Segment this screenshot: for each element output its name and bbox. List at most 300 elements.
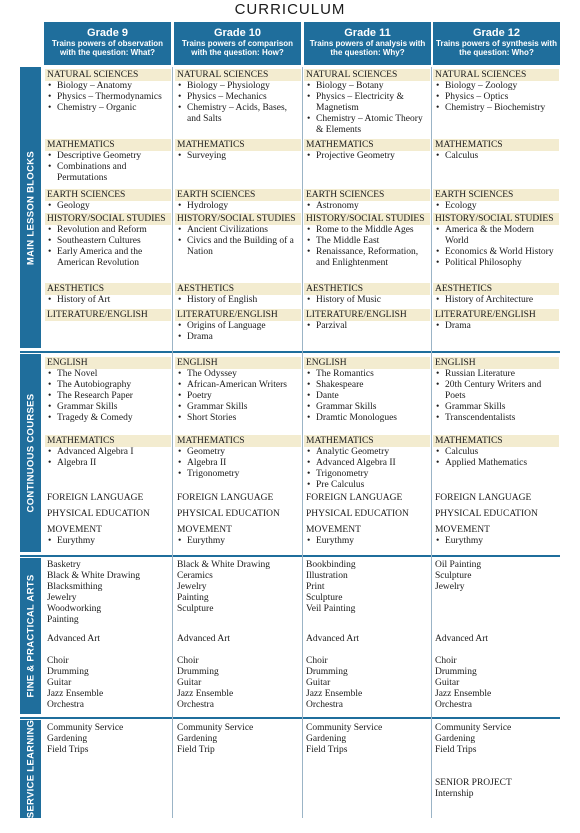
topic-item: • Chemistry – Atomic Theory & Elements [307,114,430,136]
subject-block [433,525,559,547]
subject-heading: EARTH SCIENCES [433,189,559,201]
music-item: Jazz Ensemble [47,689,104,699]
subject-heading: FOREIGN LANGUAGE [47,493,144,503]
topic-list [45,81,171,114]
craft-item: Painting [47,615,79,625]
craft-item: Ceramics [177,571,213,581]
subject-block [433,139,559,189]
subject-block [304,525,430,547]
topic-item: • Civics and the Building of a Nation [178,236,301,258]
topic-item: • History of Art [48,295,171,306]
topic-item: • The Romantics [307,369,430,380]
subject-block [175,525,301,547]
subject-heading: ENGLISH [304,357,430,369]
arts-cell [175,560,301,711]
service-item: Gardening [435,734,476,744]
subject-block [433,69,559,139]
subject-heading: MATHEMATICS [433,139,559,151]
advanced-art: Advanced Art [177,634,231,644]
craft-item: Blacksmithing [47,582,103,592]
craft-item: Print [306,582,325,592]
continuous-course-cell [175,357,301,547]
subject-block [304,139,430,189]
grade-description: Trains powers of comparison with the question: How? [181,39,294,57]
subject-heading: MOVEMENT [435,525,490,535]
topic-item: • Calculus [436,151,559,162]
subject-block [45,213,171,283]
subject-heading: MATHEMATICS [175,139,301,151]
topic-item: • Ancient Civilizations [178,225,301,236]
arts-cell [45,560,171,711]
topic-list [175,321,301,343]
topic-item: • Origins of Language [178,321,301,332]
section-divider [20,351,560,353]
topic-list [433,369,559,424]
subject-heading: FOREIGN LANGUAGE [435,493,532,503]
advanced-art: Advanced Art [306,634,360,644]
music-item: Guitar [306,678,331,688]
service-item: Field Trips [306,745,348,755]
topic-list [175,369,301,424]
music-item: Drumming [435,667,477,677]
topic-item: • Trigonometry [178,469,301,480]
subject-block [175,283,301,309]
subject-block [175,435,301,493]
topic-item: • Physics – Thermodynamics [48,92,171,103]
topic-list [175,151,301,162]
subject-heading: NATURAL SCIENCES [304,69,430,81]
grade-name: Grade 10 [213,27,262,39]
topic-item: • History of Music [307,295,430,306]
topic-item: • The Middle East [307,236,430,247]
topic-item: • Advanced Algebra II [307,458,430,469]
service-learning-cell [304,723,430,756]
subject-heading: PHYSICAL EDUCATION [306,509,409,519]
craft-item: Jewelry [177,582,207,592]
topic-item: • Calculus [436,447,559,458]
topic-item: • Russian Literature [436,369,559,380]
topic-item: • Tragedy & Comedy [48,413,171,424]
topic-list [433,225,559,269]
topic-list [175,225,301,258]
section-service-learning [20,720,41,818]
topic-list [433,151,559,162]
subject-block [304,357,430,435]
subject-block [304,435,430,493]
topic-list [45,447,171,469]
topic-item: • Combinations and Permutations [48,162,171,184]
subject-heading: MATHEMATICS [45,435,171,447]
music-item: Drumming [177,667,219,677]
topic-item: • Astronomy [307,201,430,212]
craft-item: Jewelry [47,593,77,603]
music-item: Orchestra [306,700,343,710]
subject-block [175,189,301,213]
topic-item: • Economics & World History [436,247,559,258]
grade-description: Trains powers of observation with the question: What? [51,39,164,57]
main-lesson-cell [304,69,430,332]
topic-list [175,536,301,547]
service-item: Gardening [306,734,347,744]
subject-block [175,213,301,283]
continuous-course-cell [45,357,171,547]
topic-list [433,81,559,114]
subject-block [45,189,171,213]
subject-heading: PHYSICAL EDUCATION [435,509,538,519]
music-item: Choir [435,656,457,666]
topic-list [304,81,430,136]
topic-item: • Chemistry – Organic [48,103,171,114]
subject-block [175,493,301,509]
subject-heading: LITERATURE/ENGLISH [433,309,559,321]
crafts-list [304,560,430,634]
subject-block [433,509,559,525]
subject-heading: MOVEMENT [306,525,361,535]
subject-heading: NATURAL SCIENCES [175,69,301,81]
topic-item: • Poetry [178,391,301,402]
subject-heading: NATURAL SCIENCES [45,69,171,81]
service-item: Field Trip [177,745,215,755]
arts-cell [433,560,559,711]
music-item: Jazz Ensemble [435,689,492,699]
topic-item: • Surveying [178,151,301,162]
subject-block [175,509,301,525]
subject-block [45,283,171,309]
topic-item: • Physics – Electricity & Magnetism [307,92,430,114]
topic-item: • Hydrology [178,201,301,212]
subject-heading: LITERATURE/ENGLISH [304,309,430,321]
subject-block [433,189,559,213]
topic-item: • Transcendentalists [436,413,559,424]
topic-list [433,295,559,306]
subject-block [45,139,171,189]
service-item: Community Service [177,723,254,733]
main-lesson-cell [45,69,171,321]
topic-list [433,536,559,547]
craft-item: Sculpture [435,571,472,581]
spacer [433,756,559,778]
column-divider [302,67,303,818]
topic-item: • Drama [436,321,559,332]
topic-list [433,201,559,212]
music-item: Guitar [435,678,460,688]
topic-item: • Geometry [178,447,301,458]
topic-item: • Dramtic Monologues [307,413,430,424]
subject-block [175,139,301,189]
topic-list [304,151,430,162]
subject-heading: MATHEMATICS [433,435,559,447]
crafts-list [175,560,301,634]
craft-item: Sculpture [177,604,214,614]
topic-item: • Political Philosophy [436,258,559,269]
topic-item: • Grammar Skills [436,402,559,413]
topic-item: • The Autobiography [48,380,171,391]
subject-heading: EARTH SCIENCES [304,189,430,201]
music-item: Drumming [306,667,348,677]
subject-block [45,435,171,493]
subject-heading: AESTHETICS [304,283,430,295]
topic-list [45,536,171,547]
music-item: Jazz Ensemble [306,689,363,699]
continuous-course-cell [304,357,430,547]
topic-item: • Biology – Physiology [178,81,301,92]
crafts-list [45,560,171,634]
craft-item: Sculpture [306,593,343,603]
service-learning-cell [433,723,559,800]
section-divider [20,555,560,557]
topic-item: • America & the Modern World [436,225,559,247]
music-item: Guitar [177,678,202,688]
topic-item: • Southeastern Cultures [48,236,171,247]
grade-name: Grade 12 [472,27,521,39]
topic-item: • Short Stories [178,413,301,424]
subject-heading: EARTH SCIENCES [175,189,301,201]
service-learning-cell [175,723,301,756]
topic-item: • Eurythmy [48,536,171,547]
subject-block [304,189,430,213]
topic-list [304,295,430,306]
subject-heading: EARTH SCIENCES [45,189,171,201]
topic-list [304,536,430,547]
craft-item: Basketry [47,560,81,570]
topic-item: • Ecology [436,201,559,212]
topic-list [175,447,301,480]
subject-block [45,357,171,435]
topic-item: • Descriptive Geometry [48,151,171,162]
topic-item: • 20th Century Writers and Poets [436,380,559,402]
topic-list [175,295,301,306]
arts-cell [304,560,430,711]
topic-list [45,151,171,184]
subject-block [433,493,559,509]
grade-10-header [174,22,301,65]
grade-11-header [304,22,431,65]
subject-heading: HISTORY/SOCIAL STUDIES [433,213,559,225]
topic-item: • Biology – Zoology [436,81,559,92]
topic-item: • Biology – Anatomy [48,81,171,92]
topic-item: • Physics – Optics [436,92,559,103]
topic-item: • Grammar Skills [307,402,430,413]
subject-heading: AESTHETICS [175,283,301,295]
subject-block [304,69,430,139]
topic-list [304,201,430,212]
section-continuous-courses [20,354,41,552]
topic-item: • Analytic Geometry [307,447,430,458]
music-item: Orchestra [47,700,84,710]
topic-item: • Chemistry – Biochemistry [436,103,559,114]
subject-block [175,357,301,435]
subject-heading: HISTORY/SOCIAL STUDIES [45,213,171,225]
grade-name: Grade 11 [344,27,391,39]
subject-block [45,509,171,525]
section-divider [20,717,560,719]
topic-item: • Revolution and Reform [48,225,171,236]
subject-block [175,69,301,139]
column-divider [172,67,173,818]
topic-item: • The Odyssey [178,369,301,380]
topic-list [45,369,171,424]
topic-list [45,201,171,212]
topic-item: • Eurythmy [436,536,559,547]
topic-list [175,81,301,125]
topic-item: • The Research Paper [48,391,171,402]
subject-heading: PHYSICAL EDUCATION [47,509,150,519]
craft-item: Painting [177,593,209,603]
page-title: CURRICULUM [234,1,346,18]
subject-block [45,309,171,321]
topic-item: • Advanced Algebra I [48,447,171,458]
main-lesson-cell [175,69,301,343]
craft-item: Black & White Drawing [47,571,140,581]
subject-heading: AESTHETICS [45,283,171,295]
topic-item: • History of Architecture [436,295,559,306]
section-label: SERVICE LEARNING [25,719,36,819]
continuous-course-cell [433,357,559,547]
subject-block [433,309,559,332]
crafts-list [433,560,559,634]
music-item: Drumming [47,667,89,677]
service-item: Gardening [177,734,218,744]
subject-heading: MATHEMATICS [45,139,171,151]
subject-block [45,525,171,547]
topic-item: • Geology [48,201,171,212]
topic-list [304,321,430,332]
music-item: Orchestra [177,700,214,710]
topic-list [433,447,559,469]
craft-item: Veil Painting [306,604,356,614]
topic-item: • Drama [178,332,301,343]
section-main-lesson-blocks [20,67,41,348]
topic-list [304,369,430,424]
service-item: Field Trips [47,745,89,755]
topic-item: • Shakespeare [307,380,430,391]
subject-block [304,309,430,332]
topic-list [45,295,171,306]
topic-item: • Physics – Mechanics [178,92,301,103]
topic-item: • Eurythmy [178,536,301,547]
subject-block [304,213,430,283]
section-label: MAIN LESSON BLOCKS [25,150,36,265]
topic-item: • Rome to the Middle Ages [307,225,430,236]
section-label: CONTINUOUS COURSES [25,393,36,513]
subject-heading: LITERATURE/ENGLISH [45,309,171,321]
senior-project-item: SENIOR PROJECT [435,778,512,788]
service-item: Community Service [435,723,512,733]
service-learning-cell [45,723,171,756]
subject-block [433,283,559,309]
subject-block [433,213,559,283]
music-item: Choir [306,656,328,666]
craft-item: Oil Painting [435,560,482,570]
subject-heading: ENGLISH [45,357,171,369]
service-item: Gardening [47,734,88,744]
subject-block [45,69,171,139]
subject-heading: ENGLISH [175,357,301,369]
advanced-art: Advanced Art [435,634,489,644]
craft-item: Bookbinding [306,560,356,570]
topic-item: • The Novel [48,369,171,380]
subject-heading: MOVEMENT [47,525,102,535]
music-item: Guitar [47,678,72,688]
advanced-art: Advanced Art [47,634,101,644]
service-item: Field Trips [435,745,477,755]
grade-description: Trains powers of analysis with the question: Why? [309,39,426,57]
subject-heading: NATURAL SCIENCES [433,69,559,81]
subject-heading: MATHEMATICS [304,139,430,151]
subject-block [304,509,430,525]
music-item: Choir [177,656,199,666]
topic-item: • Pre Calculus [307,480,430,491]
subject-heading: MATHEMATICS [304,435,430,447]
topic-item: • Trigonometry [307,469,430,480]
subject-block [304,283,430,309]
topic-item: • Algebra II [48,458,171,469]
topic-item: • Parzival [307,321,430,332]
subject-block [433,357,559,435]
topic-item: • African-American Writers [178,380,301,391]
subject-heading: HISTORY/SOCIAL STUDIES [175,213,301,225]
music-item: Jazz Ensemble [177,689,234,699]
subject-heading: FOREIGN LANGUAGE [177,493,274,503]
subject-heading: FOREIGN LANGUAGE [306,493,403,503]
subject-heading: ENGLISH [433,357,559,369]
topic-item: • Applied Mathematics [436,458,559,469]
subject-heading: PHYSICAL EDUCATION [177,509,280,519]
topic-item: • Grammar Skills [178,402,301,413]
topic-item: • Renaissance, Reformation, and Enlightenment [307,247,430,269]
subject-heading: MATHEMATICS [175,435,301,447]
craft-item: Jewelry [435,582,465,592]
main-lesson-cell [433,69,559,332]
music-item: Choir [47,656,69,666]
topic-item: • Biology – Botany [307,81,430,92]
senior-project-item: Internship [435,789,474,799]
topic-list [433,321,559,332]
topic-item: • Chemistry – Acids, Bases, and Salts [178,103,301,125]
grade-name: Grade 9 [87,27,128,39]
subject-block [175,309,301,343]
topic-item: • Eurythmy [307,536,430,547]
subject-block [304,493,430,509]
craft-item: Black & White Drawing [177,560,270,570]
grade-description: Trains powers of synthesis with the question: Who? [436,39,557,57]
topic-item: • Grammar Skills [48,402,171,413]
topic-item: • Algebra II [178,458,301,469]
subject-heading: AESTHETICS [433,283,559,295]
grade-9-header [44,22,171,65]
subject-heading: LITERATURE/ENGLISH [175,309,301,321]
column-divider [431,67,432,818]
topic-list [304,447,430,491]
topic-item: • Early America and the American Revolution [48,247,171,269]
topic-item: • Dante [307,391,430,402]
topic-item: • History of English [178,295,301,306]
topic-item: • Projective Geometry [307,151,430,162]
subject-block [45,493,171,509]
topic-list [175,201,301,212]
topic-list [45,225,171,269]
subject-heading: MOVEMENT [177,525,232,535]
craft-item: Woodworking [47,604,102,614]
service-item: Community Service [47,723,124,733]
section-fine-practical-arts [20,558,41,714]
service-item: Community Service [306,723,383,733]
subject-heading: HISTORY/SOCIAL STUDIES [304,213,430,225]
topic-list [304,225,430,269]
craft-item: Illustration [306,571,348,581]
subject-block [433,435,559,493]
music-item: Orchestra [435,700,472,710]
